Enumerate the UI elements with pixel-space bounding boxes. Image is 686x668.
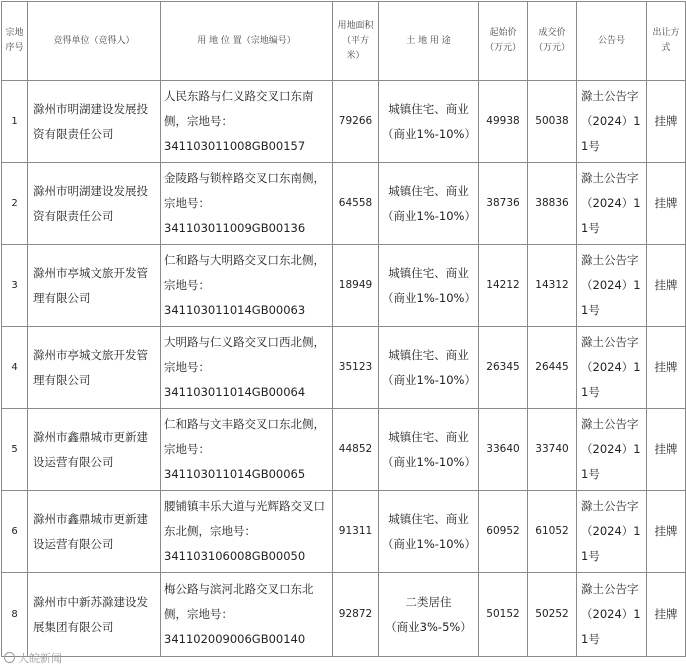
cell-location: 梅公路与滨河北路交叉口东北侧，宗地号：341102009006GB00140 xyxy=(161,573,333,657)
cell-land-use xyxy=(379,491,479,573)
table-row xyxy=(2,573,686,657)
land-use-note: （商业1%-10%） xyxy=(382,536,476,551)
land-use-type: 城镇住宅、商业 xyxy=(388,265,469,280)
cell-area: 91311 xyxy=(333,491,379,573)
cell-notice-no: 滁土公告字（2024）11号 xyxy=(577,245,647,327)
cell-location: 腰铺镇丰乐大道与光辉路交叉口东北侧，宗地号：341103106008GB00050 xyxy=(161,491,333,573)
land-use-note: （商业1%-10%） xyxy=(382,208,476,223)
cell-start-price: 26345 xyxy=(479,327,528,409)
cell-start-price: 38736 xyxy=(479,163,528,245)
cell-area: 64558 xyxy=(333,163,379,245)
land-use-type: 城镇住宅、商业 xyxy=(388,511,469,526)
cell-land-use xyxy=(379,327,479,409)
cell-location: 人民东路与仁义路交叉口东南侧，宗地号：341103011008GB00157 xyxy=(161,81,333,163)
land-use-note: （商业1%-10%） xyxy=(382,454,476,469)
land-use-type: 城镇住宅、商业 xyxy=(388,183,469,198)
cell-seq: 4 xyxy=(2,327,28,409)
table-row xyxy=(2,409,686,491)
header-location: 用 地 位 置（宗地编号） xyxy=(161,2,333,81)
cell-method: 挂牌 xyxy=(647,573,686,657)
land-use-note: （商业1%-10%） xyxy=(382,290,476,305)
cell-land-use xyxy=(379,409,479,491)
cell-method: 挂牌 xyxy=(647,245,686,327)
land-transaction-table xyxy=(1,1,686,657)
table-row xyxy=(2,491,686,573)
cell-method: 挂牌 xyxy=(647,491,686,573)
cell-land-use xyxy=(379,573,479,657)
cell-start-price: 60952 xyxy=(479,491,528,573)
cell-area: 18949 xyxy=(333,245,379,327)
watermark-text: 大皖新闻 xyxy=(18,652,62,665)
cell-location: 仁和路与文丰路交叉口东北侧，宗地号：341103011014GB00065 xyxy=(161,409,333,491)
cell-winner: 滁州市明湖建设发展投资有限责任公司 xyxy=(28,81,161,163)
header-notice-no: 公告号 xyxy=(577,2,647,81)
cell-winner: 滁州市亭城文旅开发管理有限公司 xyxy=(28,245,161,327)
land-use-type: 城镇住宅、商业 xyxy=(388,101,469,116)
cell-start-price: 49938 xyxy=(479,81,528,163)
cell-seq: 8 xyxy=(2,573,28,657)
header-row xyxy=(2,2,686,81)
cell-deal-price: 14312 xyxy=(528,245,577,327)
cell-deal-price: 38836 xyxy=(528,163,577,245)
land-use-note: （商业3%-5%） xyxy=(385,619,472,634)
cell-winner: 滁州市明湖建设发展投资有限责任公司 xyxy=(28,163,161,245)
header-start-price: 起始价（万元） xyxy=(479,2,528,81)
cell-deal-price: 50038 xyxy=(528,81,577,163)
cell-seq: 1 xyxy=(2,81,28,163)
cell-notice-no: 滁土公告字（2024）11号 xyxy=(577,327,647,409)
cell-notice-no: 滁土公告字（2024）11号 xyxy=(577,81,647,163)
cell-notice-no: 滁土公告字（2024）11号 xyxy=(577,573,647,657)
land-use-type: 城镇住宅、商业 xyxy=(388,347,469,362)
cell-area: 79266 xyxy=(333,81,379,163)
cell-location: 金陵路与锁梓路交叉口东南侧，宗地号：341103011009GB00136 xyxy=(161,163,333,245)
cell-seq: 2 xyxy=(2,163,28,245)
cell-area: 44852 xyxy=(333,409,379,491)
cell-start-price: 14212 xyxy=(479,245,528,327)
land-use-type: 二类居住 xyxy=(405,594,452,609)
cell-land-use xyxy=(379,245,479,327)
header-deal-price: 成交价（万元） xyxy=(528,2,577,81)
table-row xyxy=(2,81,686,163)
cell-method: 挂牌 xyxy=(647,409,686,491)
cell-seq: 6 xyxy=(2,491,28,573)
cell-location: 仁和路与大明路交叉口东北侧，宗地号：341103011014GB00063 xyxy=(161,245,333,327)
cell-notice-no: 滁土公告字（2024）11号 xyxy=(577,409,647,491)
cell-notice-no: 滁土公告字（2024）11号 xyxy=(577,491,647,573)
header-winner: 竞得单位（竞得人） xyxy=(28,2,161,81)
cell-start-price: 33640 xyxy=(479,409,528,491)
land-use-note: （商业1%-10%） xyxy=(382,372,476,387)
cell-area: 35123 xyxy=(333,327,379,409)
table-body xyxy=(2,81,686,657)
cell-notice-no: 滁土公告字（2024）11号 xyxy=(577,163,647,245)
cell-deal-price: 61052 xyxy=(528,491,577,573)
cell-deal-price: 33740 xyxy=(528,409,577,491)
cell-seq: 5 xyxy=(2,409,28,491)
cell-start-price: 50152 xyxy=(479,573,528,657)
watermark xyxy=(4,650,62,666)
cell-method: 挂牌 xyxy=(647,163,686,245)
table-row xyxy=(2,163,686,245)
land-use-type: 城镇住宅、商业 xyxy=(388,429,469,444)
cell-land-use xyxy=(379,163,479,245)
cell-area: 92872 xyxy=(333,573,379,657)
cell-deal-price: 50252 xyxy=(528,573,577,657)
cell-seq: 3 xyxy=(2,245,28,327)
cell-location: 大明路与仁义路交叉口西北侧，宗地号：341103011014GB00064 xyxy=(161,327,333,409)
cell-winner: 滁州市亭城文旅开发管理有限公司 xyxy=(28,327,161,409)
cell-winner: 滁州市鑫鼎城市更新建设运营有限公司 xyxy=(28,491,161,573)
cell-deal-price: 26445 xyxy=(528,327,577,409)
cell-land-use xyxy=(379,81,479,163)
header-land-use: 土 地 用 途 xyxy=(379,2,479,81)
header-seq: 宗地序号 xyxy=(2,2,28,81)
land-use-note: （商业1%-10%） xyxy=(382,126,476,141)
header-area: 用地面积（平方米） xyxy=(333,2,379,81)
table-row xyxy=(2,245,686,327)
circle-logo-icon xyxy=(4,652,15,663)
table-row xyxy=(2,327,686,409)
cell-winner: 滁州市中新苏滁建设发展集团有限公司 xyxy=(28,573,161,657)
cell-method: 挂牌 xyxy=(647,81,686,163)
header-method: 出让方式 xyxy=(647,2,686,81)
cell-winner: 滁州市鑫鼎城市更新建设运营有限公司 xyxy=(28,409,161,491)
cell-method: 挂牌 xyxy=(647,327,686,409)
